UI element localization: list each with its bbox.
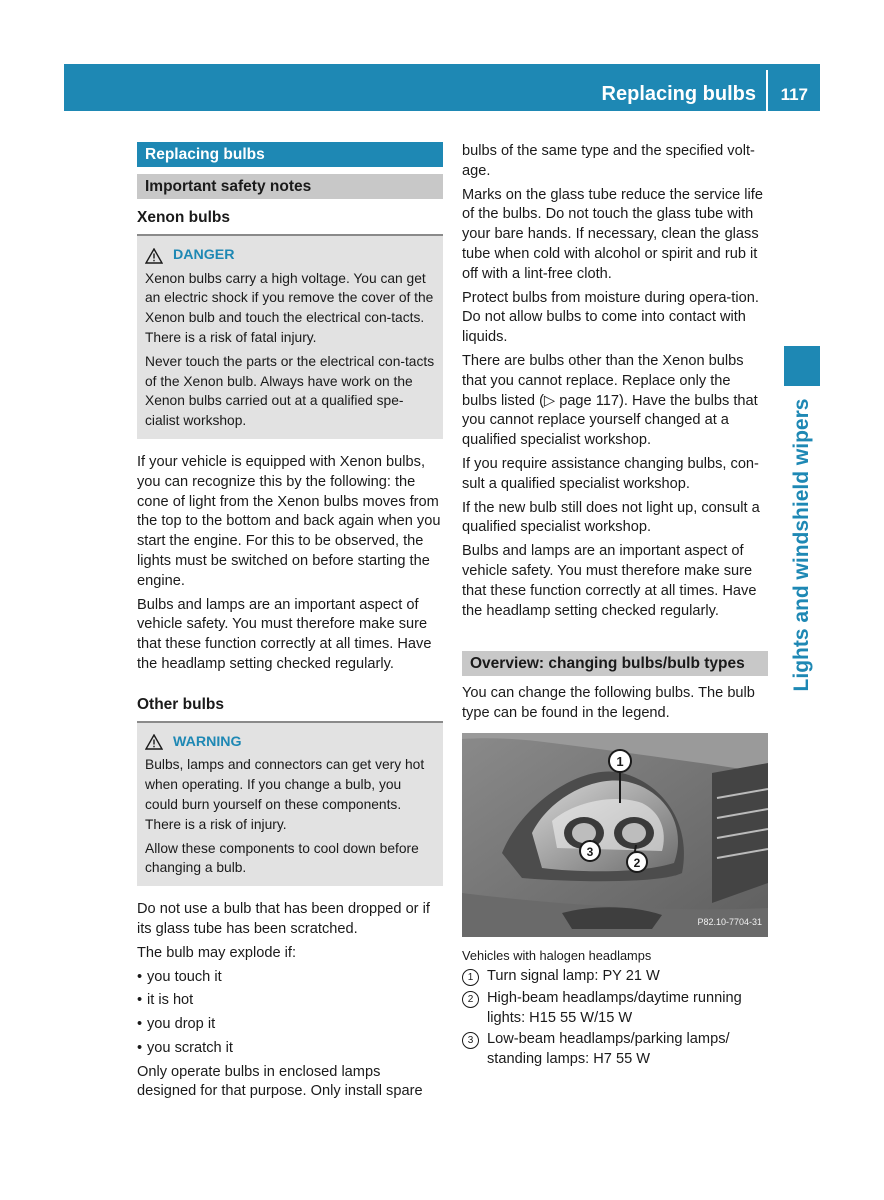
body-paragraph: Do not use a bulb that has been dropped or if its glass tube has been scratched.: [137, 901, 430, 937]
danger-title: DANGER: [173, 246, 235, 263]
overview-intro: You can change the following bulbs. The bulb type can be found in the legend.: [462, 685, 755, 722]
legend-text: Low-beam headlamps/parking lamps/ standing lamps: H7 55 W: [487, 1031, 730, 1068]
svg-text:3: 3: [586, 844, 594, 859]
left-column: [137, 142, 443, 1106]
danger-paragraph: Never touch the parts or the electrical con-tacts of the Xenon bulb. Always have work on the Xenon bulbs carried out at a qualified spe-cialist workshop.: [145, 353, 435, 429]
body-paragraph: Bulbs and lamps are an important aspect of vehicle safety. You must therefore make sure that these function correctly at all times. Have the headlamp setting checked regularly.: [137, 596, 432, 672]
bullet-icon: •: [137, 1016, 143, 1033]
bullet-icon: •: [137, 968, 143, 985]
callout-2: [627, 852, 647, 872]
xenon-bulbs-heading: Xenon bulbs: [137, 208, 443, 236]
warning-triangle-icon: [145, 734, 163, 750]
warning-title: WARNING: [173, 733, 242, 750]
body-paragraph: Marks on the glass tube reduce the service life of the bulbs. Do not touch the glass tube with your bare hands. If necessary, clean the glass tube when cold with alcohol or spirit and rub it off with a lint-free cloth.: [462, 186, 763, 282]
legend-text: High-beam headlamps/daytime running lights: H15 55 W/15 W: [487, 989, 742, 1026]
headlamp-illustration: [462, 733, 768, 937]
headlamp-figure: [462, 733, 768, 937]
body-paragraph: Bulbs and lamps are an important aspect of vehicle safety. You must therefore make sure that these function correctly at all times. Have the headlamp setting checked regularly.: [462, 543, 757, 619]
legend-item: [462, 1030, 768, 1070]
body-paragraph: bulbs of the same type and the specified volt-age.: [462, 143, 755, 179]
page-number: 117: [780, 85, 808, 104]
chapter-tab-marker: [784, 346, 820, 386]
list-item: • you drop it: [137, 1015, 443, 1035]
list-item: • you scratch it: [137, 1039, 443, 1059]
callout-3: [580, 840, 600, 861]
overview-heading: Overview: changing bulbs/bulb types: [462, 651, 768, 676]
body-paragraph: If your vehicle is equipped with Xenon bulbs, you can recognize this by the following: the cone of light from the Xenon bulbs moves from the top to the bottom and back again when you start the engine. For this to be observed, the lights must be switched on before starting the engine.: [137, 453, 441, 589]
legend-number-icon: 3: [462, 1032, 479, 1049]
svg-text:1: 1: [616, 753, 624, 769]
body-paragraph: If you require assistance changing bulbs, con-sult a qualified specialist workshop.: [462, 455, 759, 492]
other-bulbs-heading: Other bulbs: [137, 695, 443, 723]
bullet-icon: •: [137, 1039, 143, 1056]
legend-number-icon: 1: [462, 969, 479, 986]
bullet-icon: •: [137, 992, 143, 1009]
body-paragraph: The bulb may explode if:: [137, 944, 296, 961]
section-heading: Replacing bulbs: [137, 142, 443, 167]
warning-paragraph: Bulbs, lamps and connectors can get very hot when operating. If you change a bulb, you could burn yourself on these components. There is a risk of injury.: [145, 757, 425, 832]
danger-box: [137, 236, 443, 439]
legend-item: [462, 989, 768, 1029]
legend-item: [462, 967, 768, 987]
subsection-heading: Important safety notes: [137, 174, 443, 199]
list-item: • you touch it: [137, 968, 443, 988]
danger-paragraph: Xenon bulbs carry a high voltage. You can get an electric shock if you remove the cover of the Xenon bulb and touch the electrical con-tacts. There is a risk of fatal injury.: [145, 270, 434, 345]
legend-number-icon: 2: [462, 991, 479, 1008]
body-paragraph: There are bulbs other than the Xenon bulbs that you cannot replace. Replace only the bulbs listed (▷ page 117). Have the bulbs that you cannot replace yourself changed at a qualified specialist workshop.: [462, 352, 758, 449]
warning-triangle-icon: [145, 248, 163, 264]
warning-paragraph: Allow these components to cool down before changing a bulb.: [145, 840, 419, 876]
legend-text: Turn signal lamp: PY 21 W: [487, 967, 660, 984]
body-paragraph: Only operate bulbs in enclosed lamps designed for that purpose. Only install spare: [137, 1063, 423, 1100]
list-item: • it is hot: [137, 991, 443, 1011]
figure-code: P82.10-7704-31: [697, 917, 762, 928]
chapter-tab-label: Lights and windshield wipers: [790, 398, 813, 692]
warning-box: [137, 723, 443, 887]
svg-text:2: 2: [633, 855, 641, 870]
page-header-bar: [64, 64, 820, 111]
callout-1: [609, 750, 631, 772]
page-header-title: Replacing bulbs: [601, 83, 756, 105]
right-column: [462, 142, 768, 1072]
body-paragraph: If the new bulb still does not light up, consult a qualified specialist workshop.: [462, 499, 760, 536]
body-paragraph: Protect bulbs from moisture during opera-tion. Do not allow bulbs to come into contact with liquids.: [462, 289, 759, 346]
figure-caption: Vehicles with halogen headlamps: [462, 947, 652, 963]
header-separator: [766, 70, 768, 111]
